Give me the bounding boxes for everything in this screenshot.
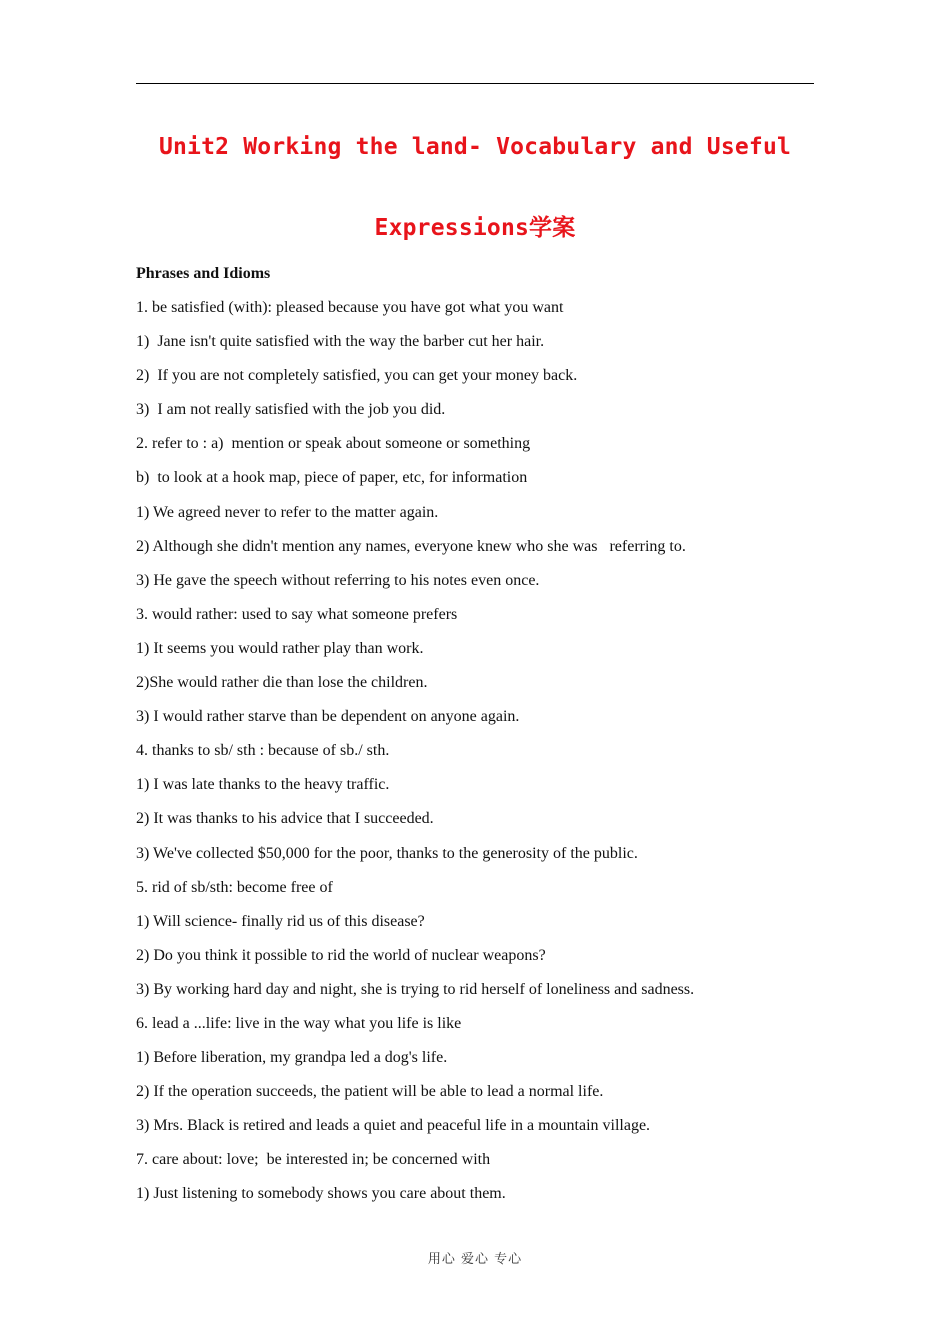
text-line: 2) Do you think it possible to rid the world of nuclear weapons? [136, 946, 546, 964]
text-line: 3) By working hard day and night, she is trying to rid herself of loneliness and sadness. [136, 980, 695, 998]
text-line: 2) It was thanks to his advice that I succeeded. [136, 810, 434, 828]
text-line: 5. rid of sb/sth: become free of [136, 878, 333, 896]
document-title-line-1: Unit2 Working the land- Vocabulary and Useful [158, 134, 792, 160]
text-line: 1) Will science- finally rid us of this disease? [136, 912, 425, 930]
text-line: b) to look at a hook map, piece of paper, etc, for information [136, 469, 528, 487]
text-line: 2)She would rather die than lose the children. [136, 674, 428, 692]
document-title-line-2: Expressions学案 [374, 215, 576, 241]
text-line: 2) Although she didn't mention any names, everyone knew who she was referring to. [136, 537, 686, 555]
text-line: 1) We agreed never to refer to the matter again. [136, 503, 439, 521]
text-line: 3) Mrs. Black is retired and leads a quiet and peaceful life in a mountain village. [136, 1117, 651, 1135]
text-line: 3) He gave the speech without referring to his notes even once. [136, 571, 540, 589]
text-line: 1) Before liberation, my grandpa led a dog's life. [136, 1049, 448, 1067]
text-line: 4. thanks to sb/ sth : because of sb./ sth. [136, 742, 390, 760]
text-line: 3) I am not really satisfied with the job you did. [136, 401, 446, 419]
document-body [136, 262, 826, 1217]
text-line: 7. care about: love; be interested in; be concerned with [136, 1151, 491, 1169]
text-line: 2) If the operation succeeds, the patient will be able to lead a normal life. [136, 1083, 604, 1101]
text-line: 3) We've collected $50,000 for the poor, thanks to the generosity of the public. [136, 844, 638, 862]
page-footer: 用心 爱心 专心 [427, 1252, 523, 1267]
text-line: 1. be satisfied (with): pleased because you have got what you want [136, 299, 564, 316]
text-line: 1) Jane isn't quite satisfied with the way the barber cut her hair. [136, 333, 545, 351]
section-heading: Phrases and Idioms [136, 265, 271, 282]
text-line: 1) I was late thanks to the heavy traffic. [136, 776, 390, 794]
text-line: 6. lead a ...life: live in the way what you life is like [136, 1014, 462, 1032]
text-line: 3. would rather: used to say what someone prefers [136, 605, 458, 623]
text-line: 3) I would rather starve than be dependent on anyone again. [136, 708, 520, 726]
text-line: 1) Just listening to somebody shows you care about them. [136, 1185, 506, 1203]
header-rule [136, 83, 814, 84]
text-line: 1) It seems you would rather play than work. [136, 639, 424, 657]
text-line: 2) If you are not completely satisfied, you can get your money back. [136, 367, 578, 385]
text-line: 2. refer to : a) mention or speak about someone or something [136, 435, 531, 453]
